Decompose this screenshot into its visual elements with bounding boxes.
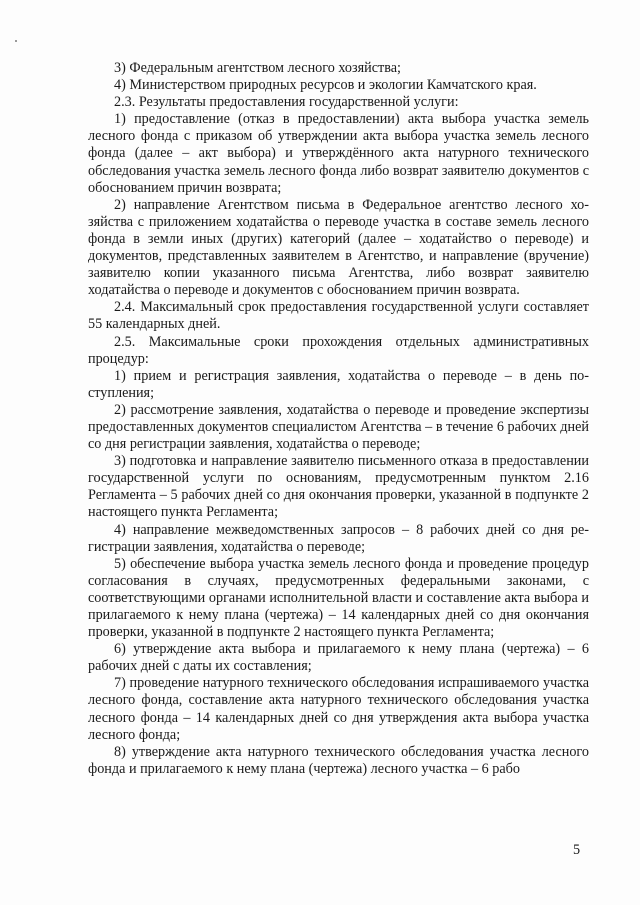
paragraph-term-4: 4) направление межведомственных запросов – 8 рабочих дней со дня регистрации заявления, ходатайства о переводе; [88,521,589,555]
paragraph-item-3-agency: 3) Федеральным агентством лесного хозяйства; [114,60,401,76]
paragraph-term-5: 5) обеспечение выбора участка земель лесного фонда и проведение процедур согласования в случаях, предусмотренных федеральными законами, с соответствующими органами исполнительной власти и составление акта выбора и прилагаемого к нему плана (чертежа) – 14 календарных дней со дня окончания проверки, указанной в подпункте 2 настоящего пункта Регламента; [88,555,589,641]
paragraph-result-2: 2) направление Агентством письма в Федеральное агентство лесного хозяйства с приложением ходатайства о переводе участка в составе земель лесного фонда в земли иных (других) категорий (далее – ходатайство о переводе) и документов, представленных заявителем в Агентство, и направление (вручение) заявителю копии указанного письма Агентства, либо возврат заявителю ходатайства о переводе и документов с обоснованием причин возврата. [88,196,589,299]
scan-artifact-dot [15,40,17,42]
body-text [88,60,589,778]
paragraph-item-4-ministry: 4) Министерством природных ресурсов и экологии Камчатского края. [114,77,537,94]
paragraph-term-7: 7) проведение натурного технического обследования испрашиваемого участка лесного фонда, составление акта натурного технического обследования участка лесного фонда – 14 календарных дней со дня утверждения акта выбора участка лесного фонда; [88,675,589,743]
paragraph-term-2: 2) рассмотрение заявления, ходатайства о переводе и проведение экспертизы предоставленных документов специалистом Агентства – в течение 6 рабочих дней со дня регистрации заявления, ходатайства о переводе; [88,401,589,453]
paragraph-section-2-5: 2.5. Максимальные сроки прохождения отдельных административных процедур: [88,333,589,367]
paragraph-section-2-4: 2.4. Максимальный срок предоставления государственной услуги составляет 55 календарных дней. [88,299,589,333]
paragraph-result-1: 1) предоставление (отказ в предоставлении) акта выбора участка земель лесного фонда с приказом об утверждении акта выбора участка земель лесного фонда (далее – акт выбора) и утверждённого акта натурного технического обследования участка земель лесного фонда либо возврат заявителю документов с обоснованием причин возврата; [88,111,589,196]
paragraph-term-8: 8) утверждение акта натурного технического обследования участка лесного фонда и прилагаемого к нему плана (чертежа) лесного участка – 6 рабо [88,743,589,777]
paragraph-section-2-3: 2.3. Результаты предоставления государственной услуги: [114,94,459,111]
page-number: 5 [573,842,581,858]
paragraph-term-3: 3) подготовка и направление заявителю письменного отказа в предоставлении государственной услуги по основаниям, предусмотренным пунктом 2.16 Регламента – 5 рабочих дней со дня окончания проверки, указанной в подпункте 2 настоящего пункта Регламента; [88,453,589,521]
paragraph-term-6: 6) утверждение акта выбора и прилагаемого к нему плана (чертежа) – 6 рабочих дней с даты их составления; [88,641,589,675]
paragraph-term-1: 1) прием и регистрация заявления, ходатайства о переводе – в день поступления; [88,367,589,401]
